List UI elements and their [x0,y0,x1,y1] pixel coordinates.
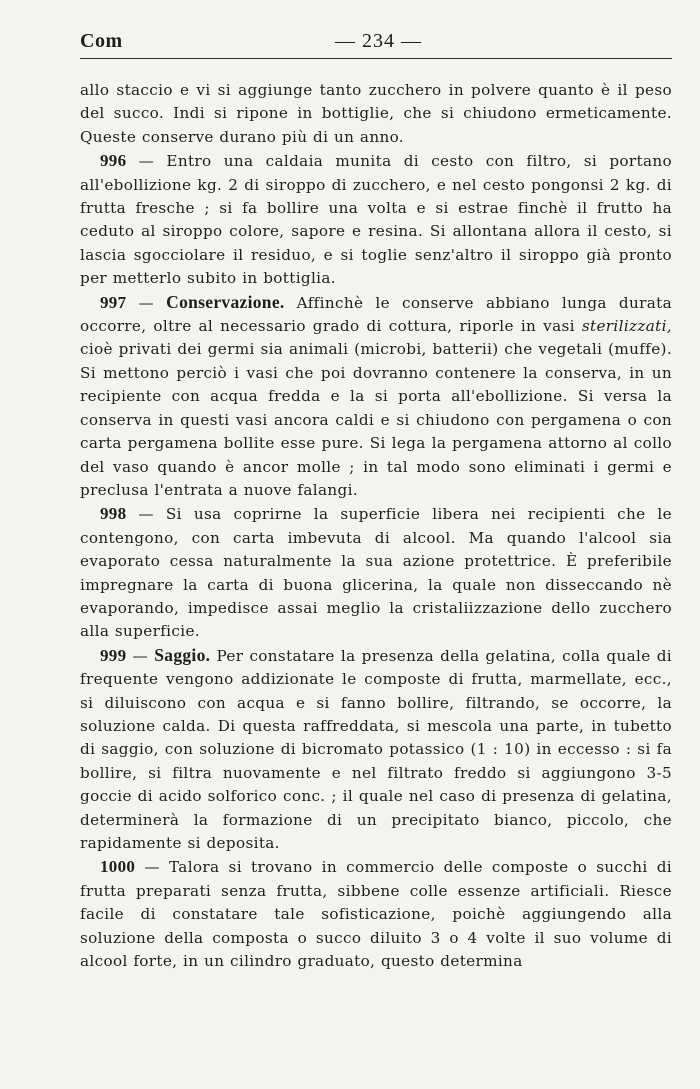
paragraph-997 [80,291,672,503]
body-text [80,79,672,973]
paragraph-text: Si usa coprirne la superficie libera nei recipienti che le contengono, con carta imbevuta di alcool. Ma quando l'alcool sia evaporato cessa naturalmente la sua azione protettrice. È preferibile impregnare la carta di buona glicerina, la quale non disseccando nè evaporando, impedisce assai meglio la cristaliizzazione dello zucchero alla superficie. [80,505,672,641]
section-number: 996 [100,151,127,171]
section-title: Conservazione. [166,291,285,312]
section-number: 997 [100,292,127,312]
section-title: Saggio. [154,644,211,665]
section-dash: — [135,858,169,877]
paragraph-text: cioè privati dei germi sia animali (microbi, batterii) che vegetali (muffe). Si mettono perciò i vasi che poi dovranno contenere la conserva, in un recipiente con acqua fredda e la si porta all'ebollizione. Si versa la conserva in questi vasi ancora caldi e si chiudono con pergamena o con carta pergamena bollite esse pure. Si lega la pergamena attorno al collo del vaso quando è ancor molle ; in tal modo sono eliminati i germi e preclusa l'entrata a nuove falangi. [80,340,672,499]
paragraph-996 [80,149,672,290]
section-dash: — [126,505,166,524]
italic-term: sterilizzati, [581,317,672,336]
book-page [80,30,672,973]
section-dash: — [126,152,167,171]
running-head [80,30,672,59]
paragraph-999 [80,644,672,856]
section-number: 999 [100,645,127,665]
section-dash: — [126,646,155,665]
section-dash: — [126,293,167,312]
paragraph-1000 [80,855,672,973]
paragraph-continuation [80,79,672,149]
paragraph-text: allo staccio e vi si aggiunge tanto zucchero in polvere quanto è il peso del succo. Indi si ripone in bottiglie, che si chiudono ermeticamente. Queste conserve durano più di un anno. [80,81,672,146]
page-number: — 234 — [335,30,422,52]
section-number: 1000 [100,857,136,877]
running-head-word: Com [80,30,123,52]
paragraph-998 [80,502,672,643]
paragraph-text: Affinchè le conserve abbiano lunga durata occorre, oltre al necessario grado di cottura, riporle in vasi [80,293,672,336]
section-number: 998 [100,504,127,524]
paragraph-text: Talora si trovano in commercio delle composte o succhi di frutta preparati senza frutta, sibbene colle essenze artificiali. Riesce facile di constatare tale sofisticazione, poichè aggiungendo alla soluzione della composta o succo diluito 3 o 4 volte il suo volume di alcool forte, in un cilindro graduato, questo determina [80,858,672,971]
paragraph-text: Per constatare la presenza della gelatina, colla quale di frequente vengono addizionate le composte di frutta, marmellate, ecc., si diluiscono con acqua e si fanno bollire, filtrando, se occorre, la soluzione calda. Di questa raffreddata, si mescola una parte, in tubetto di saggio, con soluzione di bicromato potassico (1 : 10) in eccesso : si fa bollire, si filtra nuovamente e nel filtrato freddo si aggiungono 3-5 goccie di acido solforico conc. ; il quale nel caso di presenza di gelatina, determinerà la formazione di un precipitato bianco, piccolo, che rapidamente si deposita. [80,646,672,852]
paragraph-text: Entro una caldaia munita di cesto con filtro, si portano all'ebollizione kg. 2 di siroppo di zucchero, e nel cesto pongonsi 2 kg. di frutta fresche ; si fa bollire una volta e si estrae finchè il frutto ha ceduto al siroppo colore, sapore e resina. Si allontana allora il cesto, si lascia sgocciolare il residuo, e si toglie senz'altro il siroppo già pronto per metterlo subito in bottiglia. [80,152,672,288]
